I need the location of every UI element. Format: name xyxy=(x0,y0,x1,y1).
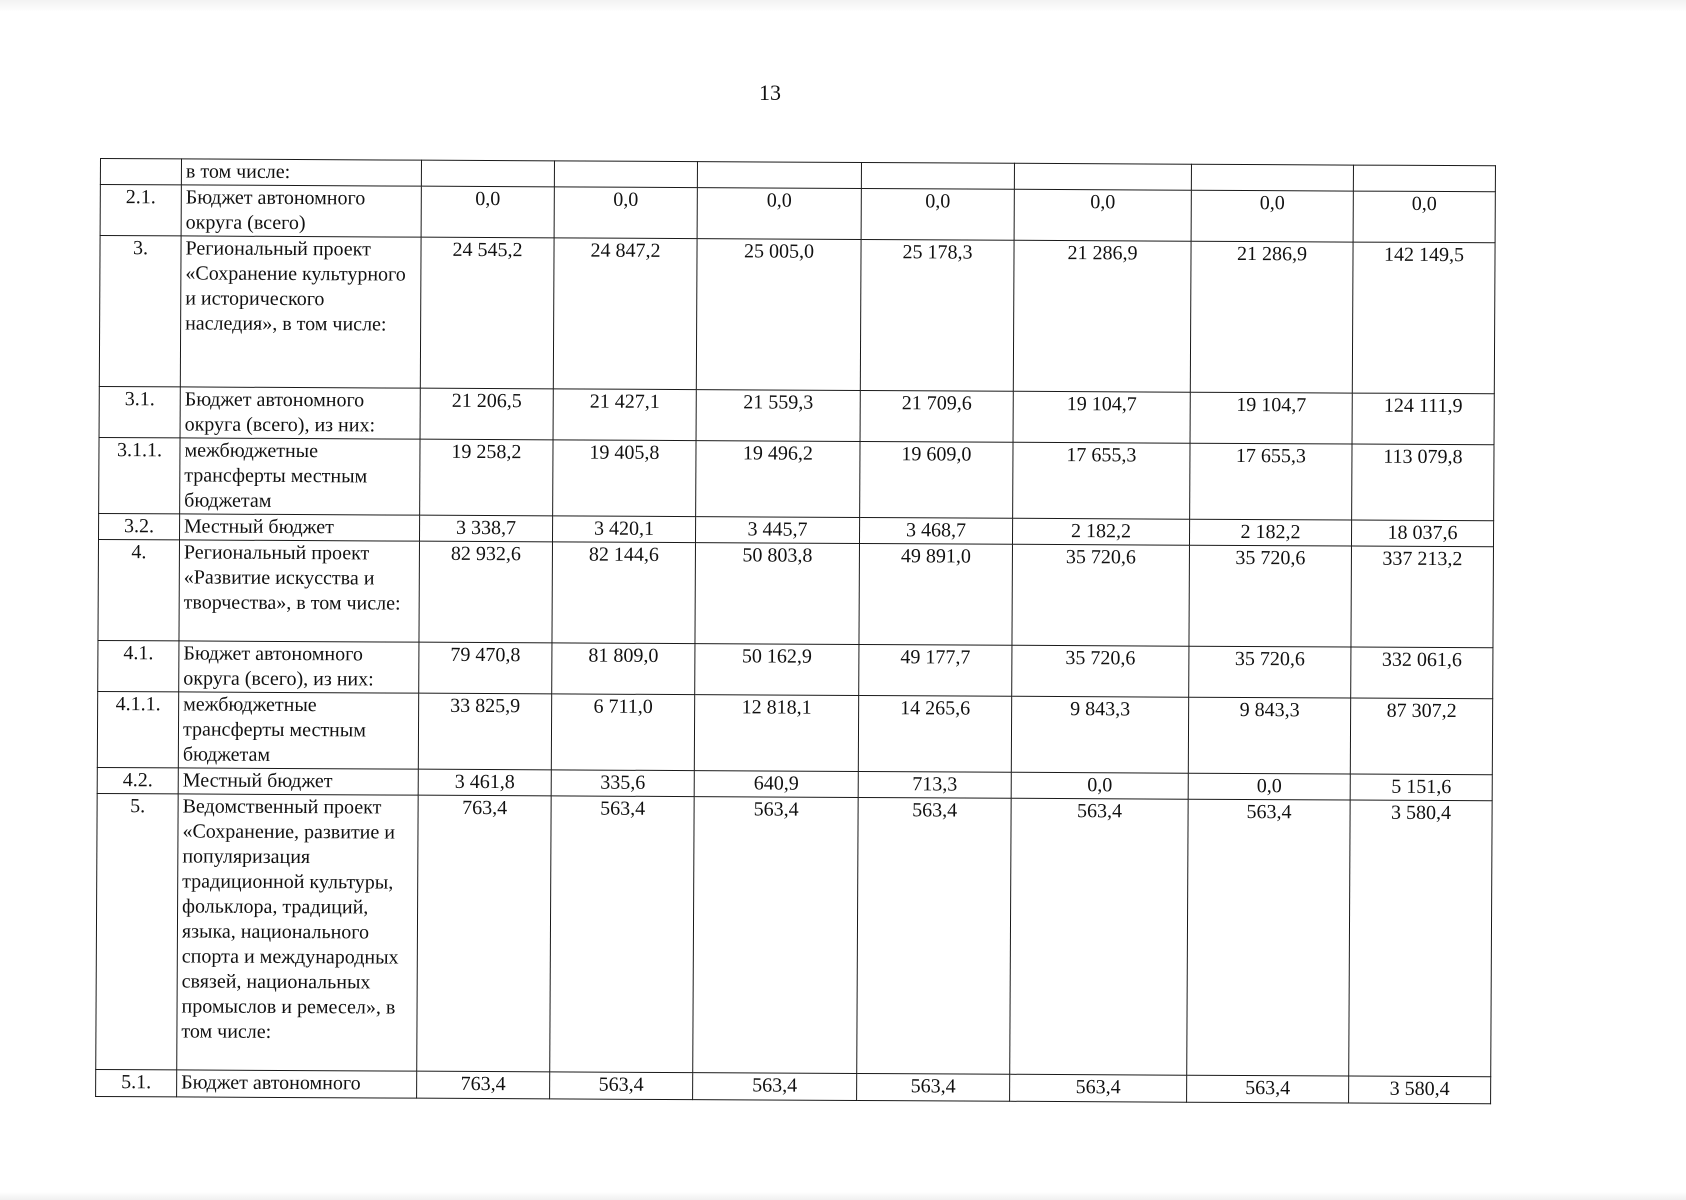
row-name: Бюджет автономного округа (всего), из них: xyxy=(180,387,420,439)
value-cell: 35 720,6 xyxy=(1189,646,1351,698)
value-cell: 17 655,3 xyxy=(1190,443,1352,520)
table-row xyxy=(100,185,1495,243)
table-row xyxy=(98,539,1494,647)
value-cell: 0,0 xyxy=(1188,773,1350,800)
value-cell: 19 405,8 xyxy=(553,440,696,517)
value-cell: 3 468,7 xyxy=(859,517,1012,544)
row-name: Ведомственный проект «Сохранение, развитие и популяризация традиционной культуры, фольклора, традиций, языка, национального спорта и международных связей, национальных промыслов и ремесел», в том числе: xyxy=(177,794,418,1071)
value-cell: 563,4 xyxy=(693,1073,857,1101)
value-cell: 713,3 xyxy=(858,771,1011,798)
row-number: 5. xyxy=(96,793,178,1069)
value-cell: 563,4 xyxy=(693,797,858,1074)
row-number: 3.1.1. xyxy=(99,437,180,513)
row-number: 4.2. xyxy=(97,767,178,793)
value-cell: 763,4 xyxy=(417,795,551,1072)
row-name: Региональный проект «Сохранение культурного и исторического наследия», в том числе: xyxy=(180,236,421,388)
value-cell xyxy=(697,162,861,189)
table-row xyxy=(99,386,1494,444)
row-number: 4.1.1. xyxy=(97,691,178,767)
value-cell: 79 470,8 xyxy=(419,642,552,694)
value-cell: 87 307,2 xyxy=(1350,698,1492,775)
value-cell: 50 803,8 xyxy=(695,543,860,645)
value-cell: 19 104,7 xyxy=(1190,392,1352,444)
scan-edge-bottom xyxy=(0,1192,1686,1200)
value-cell: 49 177,7 xyxy=(859,644,1012,696)
value-cell: 563,4 xyxy=(550,796,694,1073)
table-row xyxy=(97,691,1492,774)
value-cell: 12 818,1 xyxy=(694,695,858,772)
value-cell: 5 151,6 xyxy=(1350,774,1492,801)
table-row xyxy=(98,640,1493,698)
page-number: 13 xyxy=(759,80,781,105)
value-cell: 0,0 xyxy=(1353,191,1495,243)
row-number: 4. xyxy=(98,539,180,640)
value-cell: 563,4 xyxy=(857,797,1011,1074)
value-cell: 563,4 xyxy=(1010,798,1188,1075)
row-name: в том числе: xyxy=(181,159,421,186)
value-cell: 19 609,0 xyxy=(860,441,1013,518)
row-name: Бюджет автономного xyxy=(177,1070,417,1098)
value-cell: 35 720,6 xyxy=(1189,545,1352,647)
row-number: 2.1. xyxy=(100,185,181,236)
value-cell: 25 178,3 xyxy=(860,239,1014,391)
table-row xyxy=(96,793,1492,1076)
value-cell: 335,6 xyxy=(551,770,694,797)
value-cell: 563,4 xyxy=(857,1073,1010,1101)
value-cell: 0,0 xyxy=(1011,772,1188,799)
value-cell: 24 847,2 xyxy=(553,238,697,390)
row-name: межбюджетные трансферты местным бюджетам xyxy=(180,438,420,515)
value-cell: 563,4 xyxy=(1010,1074,1187,1102)
value-cell: 763,4 xyxy=(417,1071,550,1099)
value-cell: 3 461,8 xyxy=(418,769,551,796)
row-number: 3.1. xyxy=(99,386,180,437)
value-cell: 332 061,6 xyxy=(1351,647,1493,699)
value-cell: 0,0 xyxy=(1191,190,1353,242)
value-cell: 18 037,6 xyxy=(1351,520,1493,547)
row-number: 3.2. xyxy=(99,513,180,539)
value-cell: 21 286,9 xyxy=(1190,241,1353,393)
value-cell: 0,0 xyxy=(861,188,1014,240)
value-cell: 81 809,0 xyxy=(552,643,695,695)
value-cell: 21 559,3 xyxy=(696,390,860,442)
table-row xyxy=(99,236,1495,394)
value-cell: 113 079,8 xyxy=(1352,444,1494,521)
value-cell: 21 427,1 xyxy=(553,389,696,441)
value-cell: 640,9 xyxy=(694,771,858,798)
row-name: межбюджетные трансферты местным бюджетам xyxy=(178,692,418,769)
value-cell: 35 720,6 xyxy=(1012,645,1189,697)
value-cell: 337 213,2 xyxy=(1351,546,1494,648)
value-cell: 3 580,4 xyxy=(1349,800,1492,1077)
value-cell: 563,4 xyxy=(1187,1075,1349,1103)
value-cell: 82 144,6 xyxy=(552,542,696,644)
value-cell: 124 111,9 xyxy=(1352,393,1494,445)
value-cell: 19 258,2 xyxy=(420,439,553,516)
row-name: Бюджет автономного округа (всего) xyxy=(181,185,421,237)
row-number: 4.1. xyxy=(98,640,179,691)
row-number: 3. xyxy=(99,236,181,387)
value-cell: 3 580,4 xyxy=(1349,1076,1491,1104)
value-cell: 0,0 xyxy=(1014,189,1191,241)
value-cell: 21 286,9 xyxy=(1013,240,1191,392)
row-name: Местный бюджет xyxy=(180,514,420,541)
value-cell: 563,4 xyxy=(1187,799,1350,1076)
value-cell xyxy=(1353,165,1495,192)
value-cell: 21 709,6 xyxy=(860,390,1013,442)
value-cell xyxy=(554,161,697,188)
value-cell xyxy=(861,162,1014,189)
value-cell: 142 149,5 xyxy=(1352,242,1495,394)
row-name: Местный бюджет xyxy=(178,768,418,795)
value-cell: 50 162,9 xyxy=(695,644,859,696)
scan-edge-top xyxy=(0,0,1686,12)
value-cell xyxy=(421,160,554,187)
value-cell: 14 265,6 xyxy=(858,695,1011,772)
value-cell: 9 843,3 xyxy=(1011,696,1188,773)
value-cell: 2 182,2 xyxy=(1189,519,1351,546)
value-cell: 19 104,7 xyxy=(1013,391,1190,443)
row-name: Региональный проект «Развитие искусства и творчества», в том числе: xyxy=(179,540,420,642)
budget-table xyxy=(95,158,1496,1104)
value-cell: 0,0 xyxy=(697,188,861,240)
value-cell: 0,0 xyxy=(421,186,554,238)
value-cell: 21 206,5 xyxy=(420,388,553,440)
value-cell: 33 825,9 xyxy=(418,693,551,770)
value-cell: 6 711,0 xyxy=(551,694,694,771)
value-cell: 0,0 xyxy=(554,187,697,239)
value-cell: 35 720,6 xyxy=(1012,544,1190,646)
value-cell: 24 545,2 xyxy=(420,237,554,389)
row-name: Бюджет автономного округа (всего), из них: xyxy=(179,641,419,693)
value-cell: 3 445,7 xyxy=(695,517,859,544)
value-cell: 3 338,7 xyxy=(419,515,552,542)
value-cell: 25 005,0 xyxy=(696,239,861,391)
table-row xyxy=(99,437,1494,520)
value-cell xyxy=(1191,164,1353,191)
value-cell: 3 420,1 xyxy=(552,516,695,543)
value-cell: 49 891,0 xyxy=(859,543,1013,645)
value-cell: 82 932,6 xyxy=(419,541,553,643)
value-cell: 2 182,2 xyxy=(1012,518,1189,545)
row-number: 5.1. xyxy=(96,1069,177,1096)
value-cell: 563,4 xyxy=(550,1072,693,1100)
value-cell xyxy=(1014,163,1191,190)
value-cell: 19 496,2 xyxy=(696,441,860,518)
row-number xyxy=(100,159,181,185)
value-cell: 9 843,3 xyxy=(1188,697,1350,774)
value-cell: 17 655,3 xyxy=(1013,442,1190,519)
